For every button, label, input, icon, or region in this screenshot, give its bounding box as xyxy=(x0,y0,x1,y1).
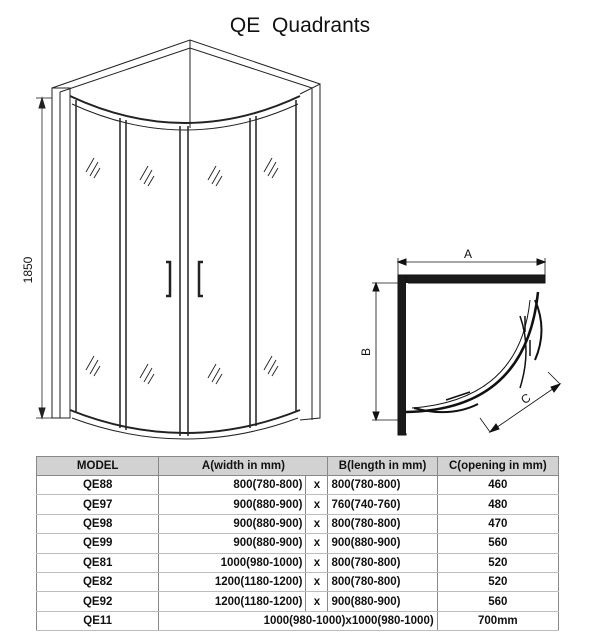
table-row xyxy=(37,592,559,611)
plan-label-a: A xyxy=(463,247,473,261)
model-cell: QE81 xyxy=(37,553,159,572)
opening-cell: 700mm xyxy=(437,611,558,630)
opening-cell: 480 xyxy=(437,495,558,514)
length-cell: 800(780-800) xyxy=(328,572,437,591)
opening-cell: 560 xyxy=(437,534,558,553)
width-cell: 900(880-900) xyxy=(159,514,306,533)
length-cell: 800(780-800) xyxy=(328,514,437,533)
width-length-cell: 1000(980-1000)x1000(980-1000) xyxy=(159,611,437,630)
width-cell: 1200(1180-1200) xyxy=(159,572,306,591)
plan-label-b: B xyxy=(359,347,373,357)
model-cell: QE11 xyxy=(37,611,159,630)
header-a: A(width in mm) xyxy=(159,457,328,476)
table-row xyxy=(37,553,559,572)
model-cell: QE88 xyxy=(37,476,159,495)
opening-cell: 460 xyxy=(437,476,558,495)
opening-cell: 520 xyxy=(437,553,558,572)
separator-cell: x xyxy=(306,572,328,591)
opening-cell: 520 xyxy=(437,572,558,591)
width-cell: 900(880-900) xyxy=(159,495,306,514)
table-row xyxy=(37,572,559,591)
table-row xyxy=(37,476,559,495)
length-cell: 800(780-800) xyxy=(328,476,437,495)
width-cell: 900(880-900) xyxy=(159,534,306,553)
length-cell: 900(880-900) xyxy=(328,592,437,611)
opening-cell: 560 xyxy=(437,592,558,611)
plan-label-c: C xyxy=(518,390,534,407)
model-cell: QE99 xyxy=(37,534,159,553)
header-b: B(length in mm) xyxy=(328,457,437,476)
page-title: QE Quadrants xyxy=(229,14,371,37)
separator-cell: x xyxy=(306,495,328,514)
width-cell: 800(780-800) xyxy=(159,476,306,495)
table-row xyxy=(37,611,559,630)
header-model: MODEL xyxy=(37,457,159,476)
width-cell: 1000(980-1000) xyxy=(159,553,306,572)
length-cell: 760(740-760) xyxy=(328,495,437,514)
opening-cell: 470 xyxy=(437,514,558,533)
separator-cell: x xyxy=(306,592,328,611)
table-row xyxy=(37,534,559,553)
model-cell: QE98 xyxy=(37,514,159,533)
table-row xyxy=(37,495,559,514)
separator-cell: x xyxy=(306,534,328,553)
model-cell: QE92 xyxy=(37,592,159,611)
table-header-row xyxy=(37,457,559,476)
length-cell: 900(880-900) xyxy=(328,534,437,553)
separator-cell: x xyxy=(306,476,328,495)
table-row xyxy=(37,514,559,533)
separator-cell: x xyxy=(306,553,328,572)
separator-cell: x xyxy=(306,514,328,533)
length-cell: 800(780-800) xyxy=(328,553,437,572)
model-cell: QE97 xyxy=(37,495,159,514)
header-c: C(opening in mm) xyxy=(437,457,558,476)
height-dimension-label: 1850 xyxy=(21,256,35,284)
spec-table xyxy=(36,456,559,631)
model-cell: QE82 xyxy=(37,572,159,591)
width-cell: 1200(1180-1200) xyxy=(159,592,306,611)
